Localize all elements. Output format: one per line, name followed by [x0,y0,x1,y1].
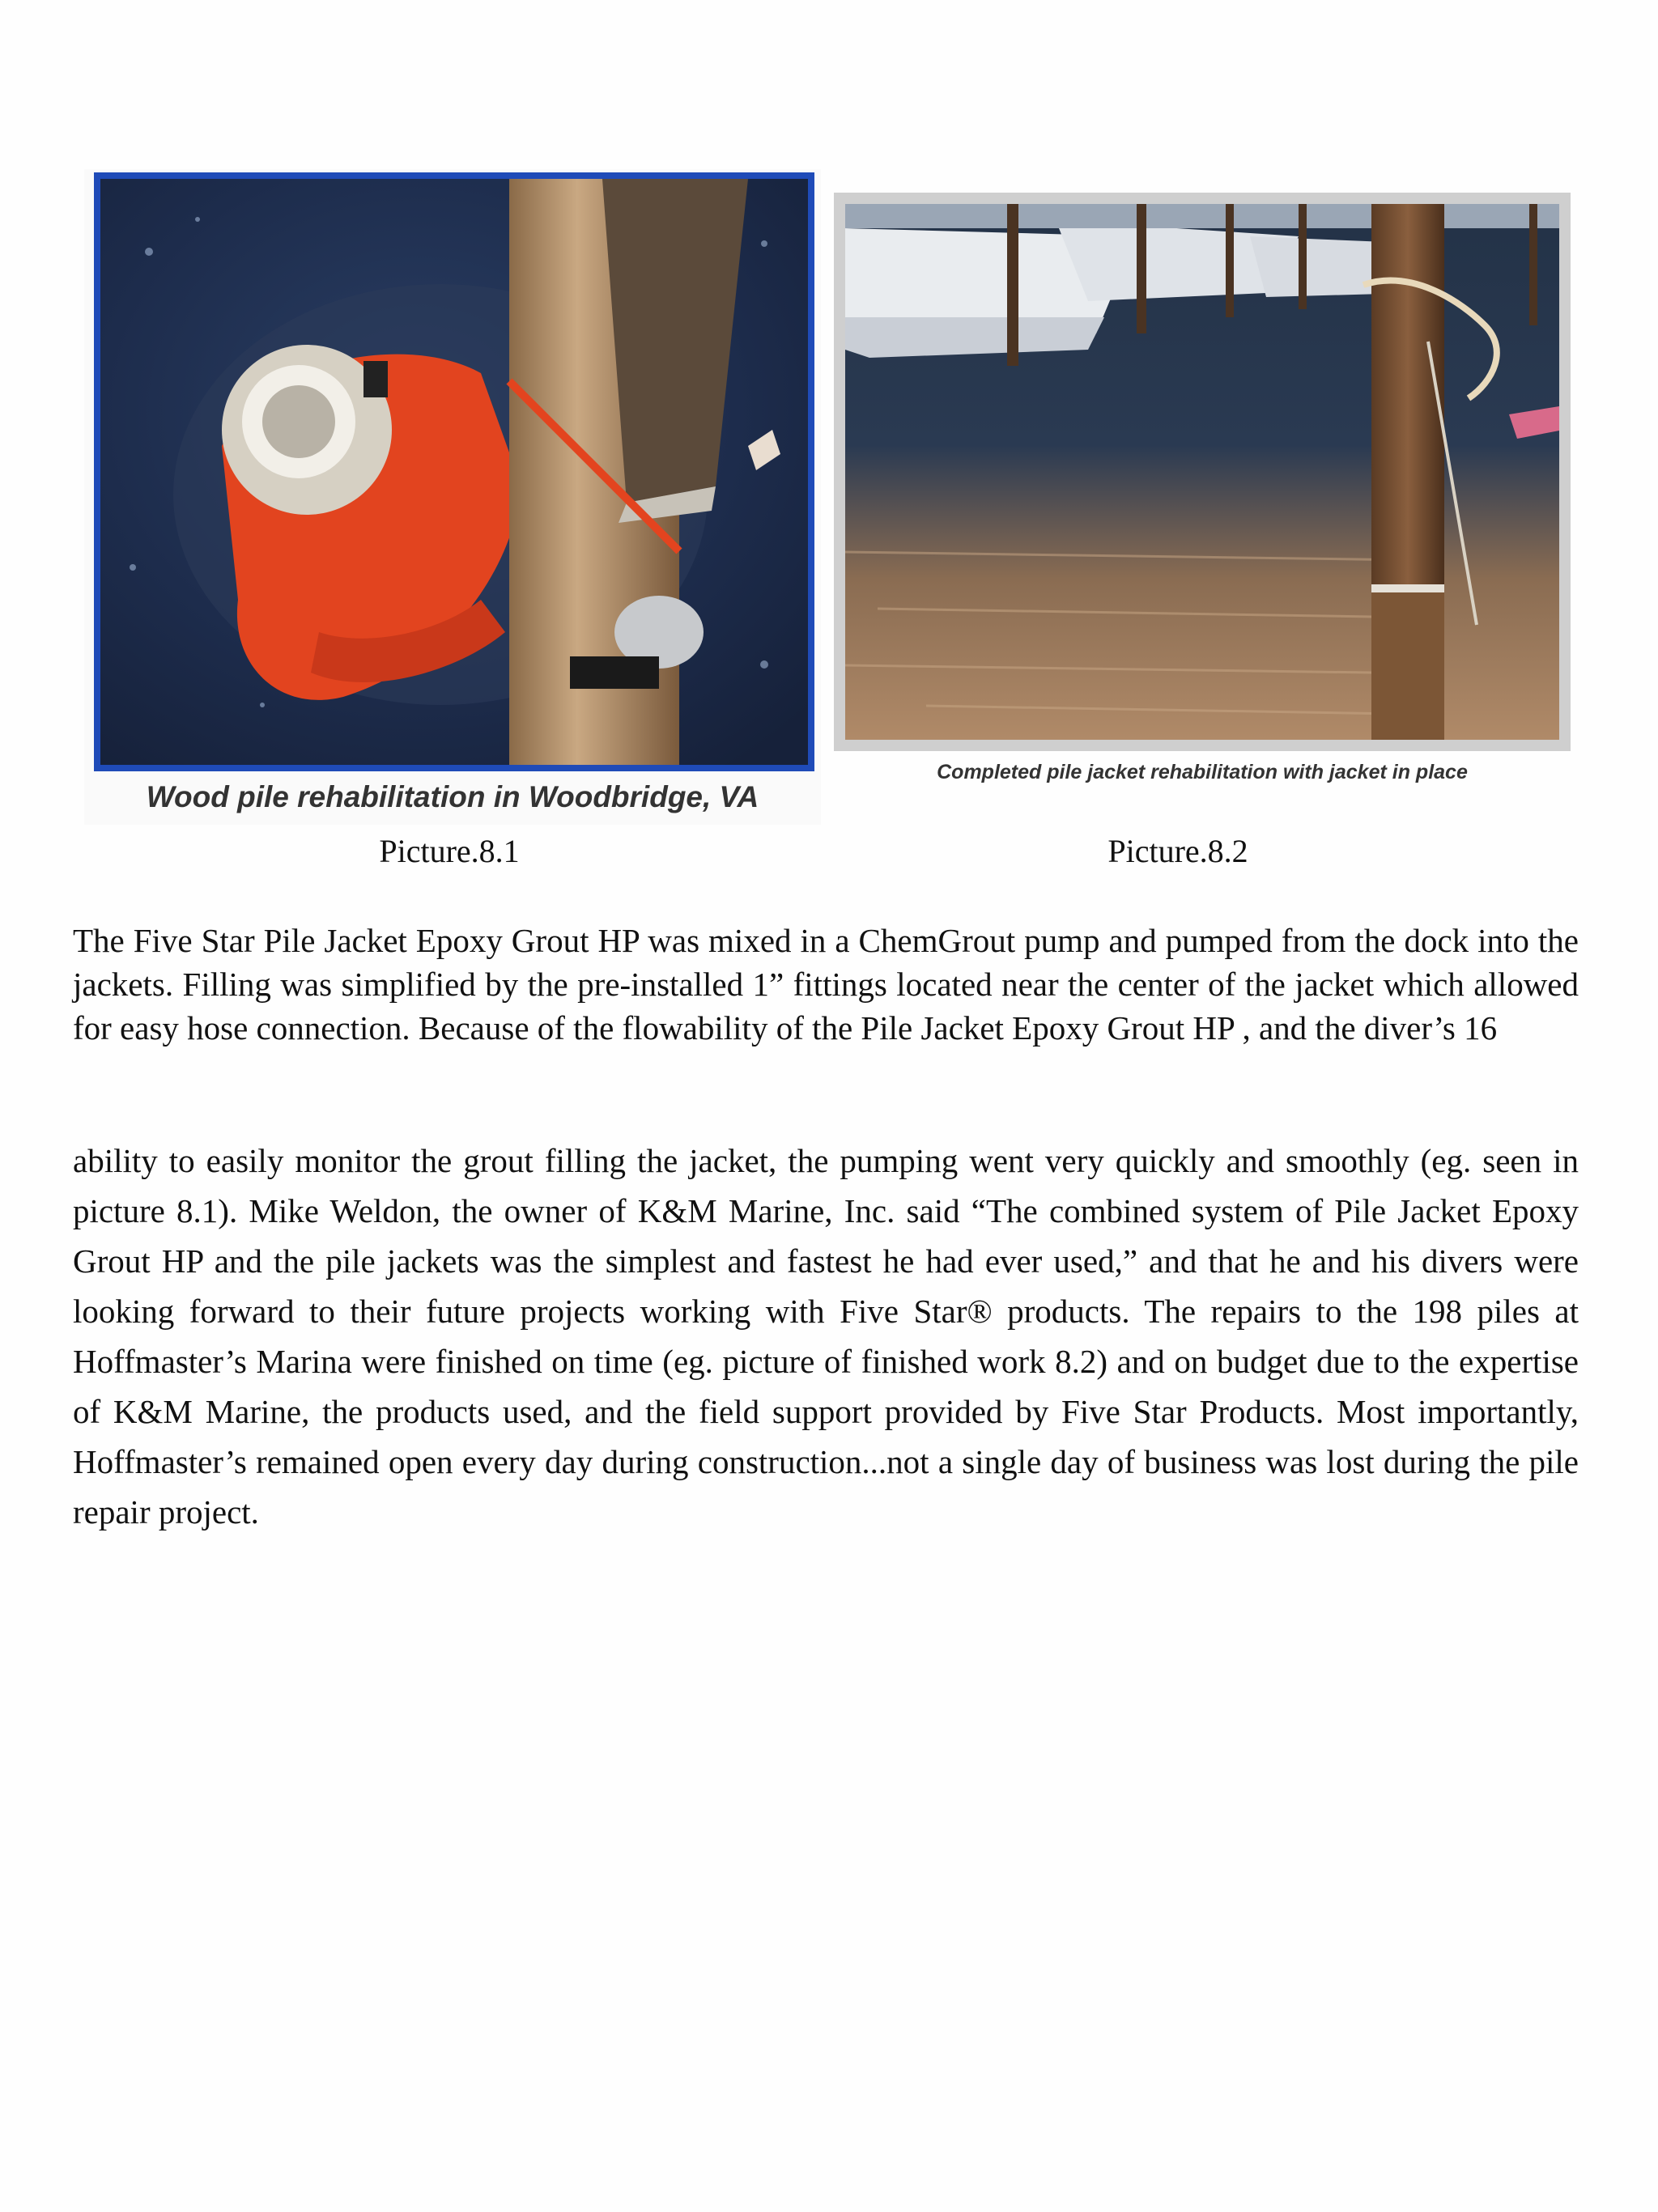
figure-label-8-2: Picture.8.2 [1107,833,1248,869]
diver-photo [100,179,808,765]
body-paragraph: The Five Star Pile Jacket Epoxy Grout HP was mixed in a ChemGrout pump and pumped from the dock into the jackets. Filling was simplified by the pre-installed 1” fittings located near the center of the jacket which allowed for easy hose connection. Because of the flowability of the Pile Jacket Epoxy Grout HP , and the diver’s 16 [73,922,1579,1047]
body-paragraph: ability to easily monitor the grout filling the jacket, the pumping went very quickly and smoothly (eg. seen in picture 8.1). Mike Weldon, the owner of K&M Marine, Inc. said “The combined system of Pile Jacket Epoxy Grout HP and the pile jackets was the simplest and fastest he had ever used,” and that he and his divers were looking forward to their future projects working with Five Star® products. The repairs to the 198 piles at Hoffmaster’s Marina were finished on time (eg. picture of finished work 8.2) and on budget due to the expertise of K&M Marine, the products used, and the field support provided by Five Star Products. Most importantly, Hoffmaster’s remained open every day during construction...not a single day of business was lost during the pile repair project. [73,1142,1579,1531]
figure-caption: Completed pile jacket rehabilitation with jacket in place [937,761,1468,783]
photo-frame [94,172,814,771]
photo-frame [834,193,1571,751]
figure-caption: Wood pile rehabilitation in Woodbridge, VA [146,780,759,813]
figure-label-8-1: Picture.8.1 [379,833,520,869]
marina-photo [845,204,1559,740]
figure-8-1 [84,169,821,825]
figure-8-2 [834,193,1571,792]
